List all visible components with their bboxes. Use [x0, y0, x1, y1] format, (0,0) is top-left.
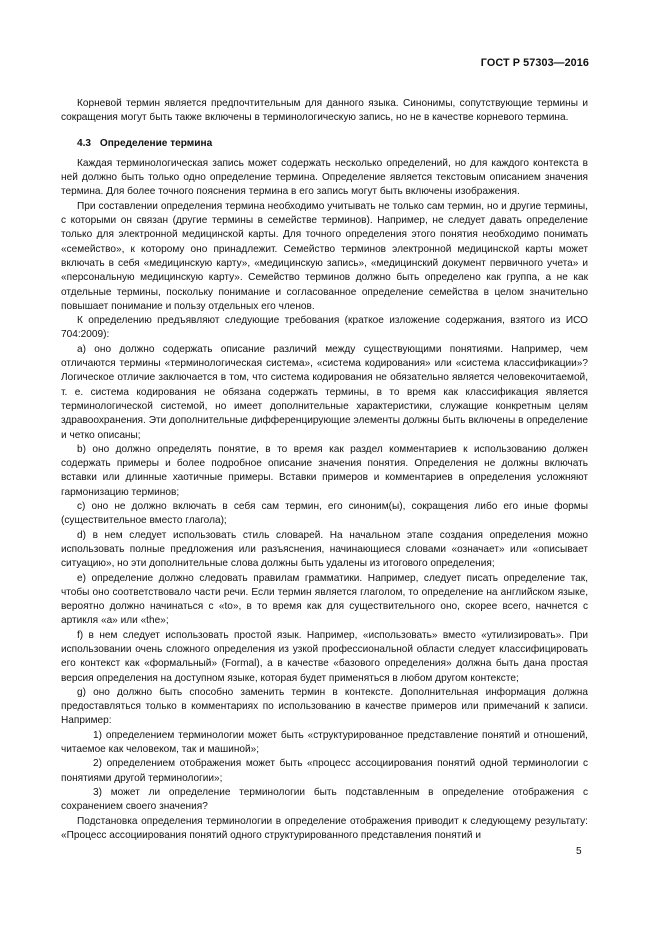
list-item-b: b) оно должно определять понятие, в то время как раздел комментариев к использованию должен содержать примеры и более подробное описание значения понятия. Определения не должны включать вставки или длинные хаотичные примеры. Вставки примеров и комментариев в определения усложняют гармонизацию терминов;	[61, 443, 588, 498]
list-item-f: f) в нем следует использовать простой язык. Например, «использовать» вместо «утилизировать». При использовании очень сложного определения из узкой профессиональной области следует классифицировать его контекст как «формальный» (Formal), а в качестве «базового определения» должна быть дана простая версия определения на доступном языке, которая будет применяться в любом другом контексте;	[61, 629, 588, 684]
paragraph-composing: При составлении определения термина необходимо учитывать не только сам термин, но и другие термины, с которыми он связан (другие термины в семействе терминов). Например, не следует давать определение только для электронной медицинской карты. Для точного определения этого понятия необходимо понимать «семейство», к которому оно принадлежит. Семейство терминов электронной медицинской карты может включать в себя «медицинскую карту», «медицинскую запись», «медицинский документ первичного учета» и «персональную медицинскую карту». Семейство терминов должно быть определено как группа, а не как отдельные термины, поскольку понимание и согласованное определение семейства в целом значительно повышает понимание и пользу отдельных его членов.	[61, 200, 588, 312]
list-item-a: a) оно должно содержать описание различий между существующими понятиями. Например, чем отличаются термины «терминологическая система», «система кодирования» или «система классификации»? Логическое отличие заключается в том, что система кодирования не обязательно является человекочитаемой, т. е. система кодирования не обязана содержать термины, в то время как классификация является терминологической системой, но имеет дополнительные характеристики, служащие конкретным целям здравоохранения. Эти дополнительные дифференцирующие элементы должны быть включены в определение и четко описаны;	[61, 343, 588, 441]
paragraph-root-term: Корневой термин является предпочтительным для данного языка. Синонимы, сопутствующие термины и сокращения могут быть также включены в терминологическую запись, но не в качестве корневого термина.	[61, 98, 588, 124]
paragraph-definition: Каждая терминологическая запись может содержать несколько определений, но для каждого контекста в ней должно быть только одно определение термина. Определение является текстовым описанием значения термина. Для более точного пояснения термина в его запись могут быть включены изображения.	[61, 157, 588, 198]
sub-item-1: 1) определением терминологии может быть «структурированное представление понятий и отношений, читаемое как человеком, так и машиной»;	[61, 729, 588, 756]
document-code-header: ГОСТ Р 57303—2016	[480, 57, 589, 69]
section-number: 4.3	[77, 137, 92, 149]
section-title: Определение термина	[99, 137, 213, 149]
list-item-g: g) оно должно быть способно заменить термин в контексте. Дополнительная информация должна предоставляться только в комментариях по использованию в качестве примеров или примечаний к записи. Например:	[61, 686, 588, 727]
list-item-d: d) в нем следует использовать стиль словарей. На начальном этапе создания определения можно использовать полные предложения или разъяснения, начинающиеся словами «означает» или «описывает ситуацию», но эти дополнительные слова должны быть удалены из итогового определения;	[61, 529, 588, 570]
section-heading	[77, 137, 588, 151]
page-number: 5	[576, 846, 582, 857]
paragraph-substitution: Подстановка определения терминологии в определение отображения приводит к следующему результату: «Процесс ассоциирования понятий одного структурированного представления понятий и	[61, 815, 588, 841]
list-item-c: c) оно не должно включать в себя сам термин, его синоним(ы), сокращения либо его иные формы (существительное вместо глагола);	[61, 501, 588, 527]
sub-item-3: 3) может ли определение терминологии быть подставленным в определение отображения с сохранением своего значения?	[61, 786, 588, 813]
document-body	[61, 97, 588, 843]
sub-item-2: 2) определением отображения может быть «процесс ассоциирования понятий одной терминологии с понятиями другой терминологии»;	[61, 758, 588, 784]
paragraph-requirements: К определению предъявляют следующие требования (краткое изложение содержания, взятого из ИСО 704:2009):	[61, 315, 588, 341]
list-item-e: e) определение должно следовать правилам грамматики. Например, следует писать определение так, чтобы оно соответствовало части речи. Если термин является глаголом, то определение на английском языке, вероятно должно начинаться с «to», в то время как для существительного оно, скорее всего, начнется с артикля «a» или «the»;	[61, 572, 588, 627]
